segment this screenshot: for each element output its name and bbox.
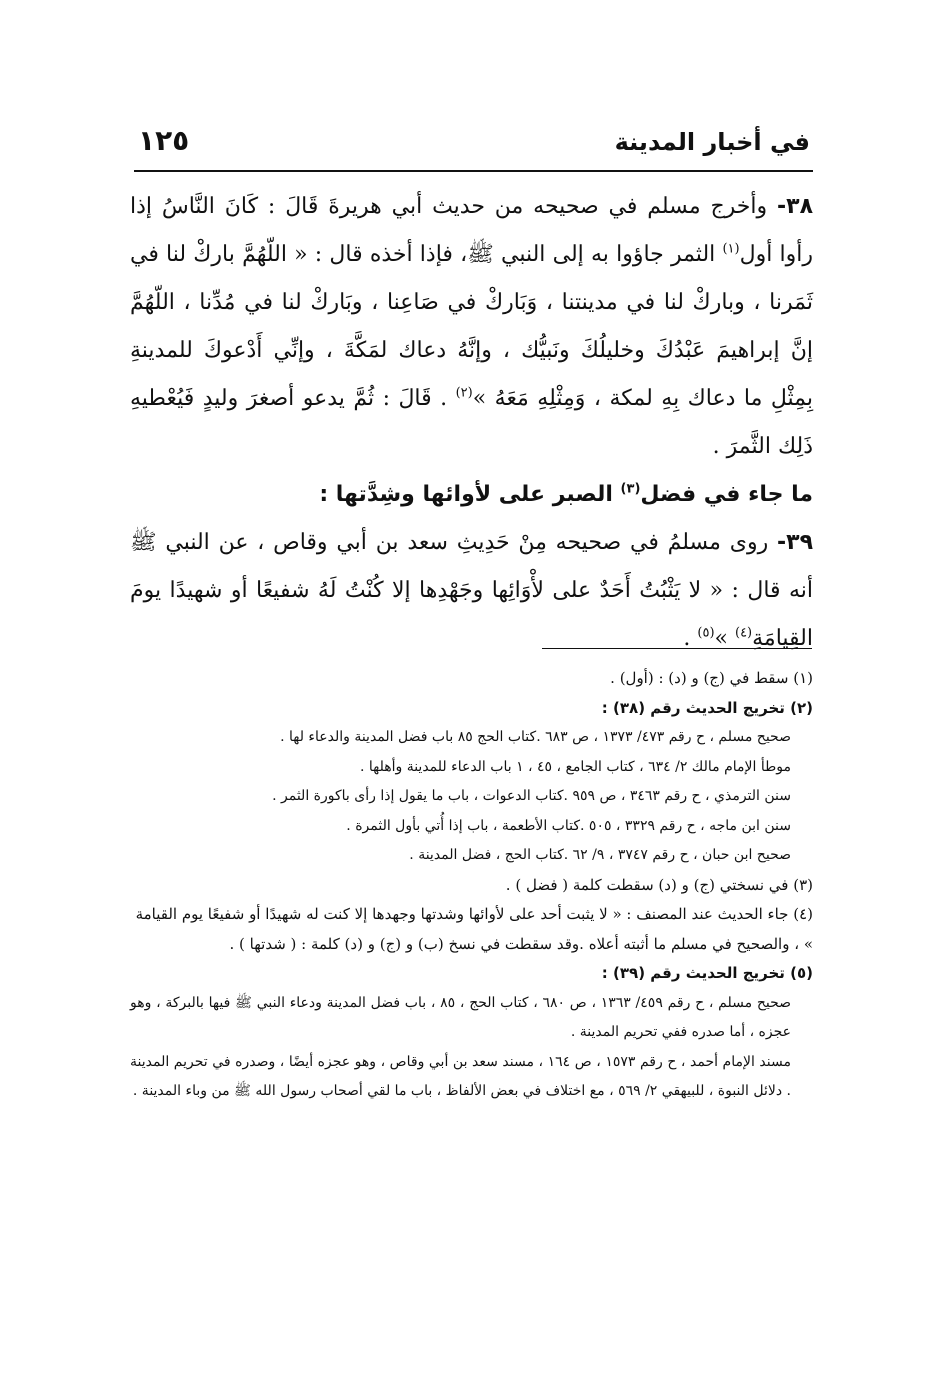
footnote-2-line: صحيح مسلم ، ح رقم ٤٧٣/ ١٣٧٣ ، ص ٦٨٣ .كتاب الحج ٨٥ باب فضل المدينة والدعاء لها . xyxy=(280,729,791,745)
footnote-1: (١) سقط في (ج) و (د) : (أول) . xyxy=(610,669,813,687)
footnote-ref-1[interactable]: (١) xyxy=(722,241,740,257)
main-text xyxy=(130,183,813,663)
paragraph-38-text-b: الثمر جاؤوا به إلى النبي ﷺ، فإذا أخذه قال : « اللّهُمَّ باركْ لنا في ثَمَرنا ، وباركْ لنا في مدينتنا ، وَبَاركْ في صَاعِنا ، وبَاركْ لنا في مُدِّنا ، اللّهُمَّ إنَّ إبراهيمَ عَبْدُكَ وخليلُكَ ونَبيُّك ، وإنَّهُ دعاك لمَكَّةَ ، وإنِّي أَدْعوكَ للمدينةِ بِمِثْلِ ما دعاك بِهِ لمكة ، وَمِثْلِهِ مَعَهُ » xyxy=(130,242,813,411)
footnote-3: (٣) في نسختي (ج) و (د) سقطت كلمة ( فضل ) . xyxy=(505,875,813,894)
paragraph-38-text-c: . قَالَ : ثُمَّ يدعو أصغرَ وليدٍ فَيُعْطيهِ ذَلِك الثَّمرَ . xyxy=(130,386,813,459)
footnote-separator xyxy=(542,648,812,649)
footnote-5-line: صحيح مسلم ، ح رقم ٤٥٩/ ١٣٦٣ ، ص ٦٨٠ ، كتاب الحج ، ٨٥ ، باب فضل المدينة ودعاء النبي ﷺ فيها بالبركة ، وهو عجزه ، أما صدره ففي تحريم المدينة . xyxy=(130,994,792,1040)
footnote-2-line: موطأ الإمام مالك ٢/ ٦٣٤ ، كتاب الجامع ، ٤٥ ، ١ باب الدعاء للمدينة وأهلها . xyxy=(359,758,791,775)
paragraph-38-text: وأخرج مسلم في صحيحه من حديث أبي هريرةَ قَالَ : كَانَ النَّاسُ إذا رأوا أول xyxy=(130,194,813,267)
header-rule xyxy=(134,170,813,172)
footnote-2-heading: (٢) تخريج الحديث رقم (٣٨) : xyxy=(601,698,813,717)
section-heading-a: ما جاء في فضل xyxy=(640,482,813,507)
running-header-title: في أخبار المدينة xyxy=(614,128,810,156)
paragraph-38 xyxy=(130,183,813,471)
paragraph-39-text: روى مسلمُ في صحيحه مِنْ حَدِيثِ سعد بن أبي وقاص ، عن النبي ﷺ أنه قال : « لا يَثْبُتُ أَحَدٌ على لأْوَائِها وجَهْدِها إلا كُنْتُ لَهُ شفيعًا أو شهيدًا يومَ القِيامَةِ xyxy=(130,530,813,651)
section-heading-b: الصبر على لأوائها وشِدَّتها : xyxy=(319,482,613,507)
footnotes xyxy=(130,664,813,1107)
footnote-ref-2[interactable]: (٢) xyxy=(455,385,473,401)
footnote-2-line: صحيح ابن حبان ، ح رقم ٣٧٤٧ ، ٩/ ٦٢ .كتاب الحج ، فضل المدينة . xyxy=(409,847,791,863)
footnote-4: (٤) جاء الحديث عند المصنف : « لا يثبت أحد على لأوائها وشدتها وجهدها إلا كنت له شهيدًا أو شفيعًا يوم القيامة » ، والصحيح في مسلم ما أثبته أعلاه .وقد سقطت في نسخ (ب) و (ج) و (د) كلمة : ( شدتها ) . xyxy=(135,905,813,953)
footnote-ref-3[interactable]: (٣) xyxy=(620,481,641,497)
section-heading xyxy=(130,471,813,519)
footnote-5-line: مسند الإمام أحمد ، ح رقم ١٥٧٣ ، ص ١٦٤ ، مسند سعد بن أبي وقاص ، وهو عجزه أيضًا ، وصدره في تحريم المدينة . دلائل النبوة ، للبيهقي ٢/ ٥٦٩ ، مع اختلاف في بعض الألفاظ ، باب ما لقي أصحاب رسول الله ﷺ من وباء المدينة . xyxy=(130,1053,791,1099)
paragraph-39-text-c: . xyxy=(683,626,691,651)
footnote-5-heading: (٥) تخريج الحديث رقم (٣٩) : xyxy=(601,964,813,982)
footnote-ref-5[interactable]: (٥) xyxy=(697,625,715,641)
footnote-2-line: سنن الترمذي ، ح رقم ٣٤٦٣ ، ص ٩٥٩ .كتاب الدعوات ، باب ما يقول إذا رأى باكورة الثمر . xyxy=(272,788,791,804)
page-number: ١٢٥ xyxy=(138,124,190,157)
paragraph-39 xyxy=(130,519,813,663)
hadith-number-38: ٣٨- xyxy=(777,194,813,219)
footnote-ref-4[interactable]: (٤) xyxy=(734,625,753,641)
hadith-number-39: ٣٩- xyxy=(777,530,814,555)
footnote-2-line: سنن ابن ماجه ، ح رقم ٣٣٢٩ ، ٥٠٥ .كتاب الأطعمة ، باب إذا أُتي بأول الثمرة . xyxy=(346,817,791,834)
paragraph-39-text-b: » xyxy=(714,626,728,651)
